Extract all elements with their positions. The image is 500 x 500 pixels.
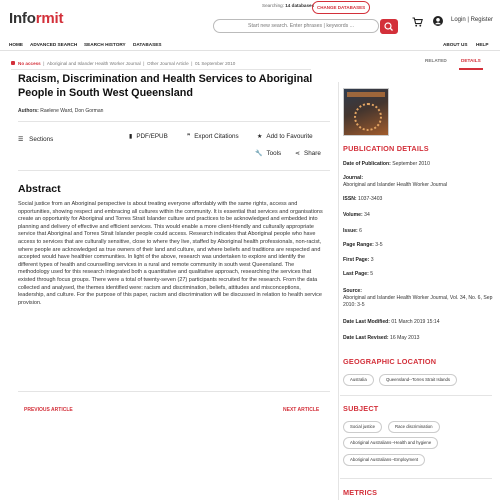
metrics-heading: METRICS: [343, 488, 378, 497]
article-title: Racism, Discrimination and Health Services to Aboriginal People in South West Queensland: [18, 73, 313, 99]
journal-name-link[interactable]: Aboriginal and Islander Health Worker Journal: [343, 182, 448, 188]
subject-chip[interactable]: Aboriginal Australians--Health and hygiene: [343, 437, 438, 449]
tab-related[interactable]: RELATED: [425, 58, 447, 63]
export-citations-button[interactable]: ❞ Export Citations: [187, 133, 239, 140]
date-last-modified: Date Last Modified: 01 March 2019 15:14: [343, 319, 440, 325]
divider: [18, 121, 330, 122]
quote-icon: ❞: [187, 134, 191, 140]
first-page-field: First Page: 3: [343, 257, 374, 263]
article-authors: Authors: Raelene Ward, Don Gorman: [18, 108, 104, 114]
journal-link[interactable]: Aboriginal and Islander Health Worker Journal: [46, 61, 141, 66]
nav-divider: [0, 50, 500, 51]
tools-button[interactable]: 🔧 Tools: [255, 150, 282, 157]
searching-databases-text: Searching: 14 databases: [262, 3, 315, 8]
divider: [18, 391, 330, 392]
last-page-field: Last Page: 5: [343, 271, 374, 277]
geo-chip[interactable]: Australia: [343, 374, 374, 386]
journal-cover-image: [343, 88, 389, 136]
informit-logo[interactable]: Informit: [9, 10, 64, 27]
wrench-icon: 🔧: [255, 151, 263, 157]
nav-databases[interactable]: DATABASES: [133, 42, 162, 47]
login-link[interactable]: Login: [451, 17, 466, 23]
page-range-field: Page Range: 3-5: [343, 242, 383, 248]
share-icon: ⋖: [295, 151, 301, 157]
abstract-text: Social justice from an Aboriginal perspective is about treating everyone affordably with the same rights, access and opportunities, showing respect and embracing all cultures within the community. It is essential that services and organisations create an opportunity for Aboriginal and Torres Strait Islander culture and practices to be acknowledged and embedded into planning and delivery of effective and efficient services. This would enable a more client-friendly and culturally appropriate service that Aboriginal and Torres Strait Islander people could access. Research indicates that Aboriginal people who have access to services that are culturally sensitive, close to where they live, staffed by Aboriginal health professionals, non-racist, where people are acknowledged as true owners of their land and culture, and where beliefs and traditions are respected and accepted would have healthier communities. In light of the above, research was undertaken to explore and identify the different types of health and counselling services in a rural and remote community in south west Queensland. The methodology used for this research integrated both a quantitative and qualitative approach, researching the services that existed through focus groups. There were a total of twenty-seven (27) participants recruited for the research. From the data collected and analysed, the themes identified were: racism and discrimination, beliefs, attitudes and misconceptions, leadership, and culture. For the purpose of this paper, racism and discrimination will be discussed in relation to health service provision.: [18, 201, 323, 306]
article-meta-bar: No access | Aboriginal and Islander Health Worker Journal | Other Journal Article | 01 September 2010: [11, 58, 311, 70]
pdf-epub-button[interactable]: ▮ PDF/EPUB: [129, 133, 168, 140]
geo-chip[interactable]: Queensland--Torres Strait Islands: [379, 374, 457, 386]
article-date: 01 September 2010: [194, 61, 236, 66]
file-icon: ▮: [129, 134, 133, 140]
divider: [340, 395, 492, 396]
article-type: Other Journal Article: [147, 61, 189, 66]
star-icon: ★: [257, 134, 263, 140]
next-article-link[interactable]: NEXT ARTICLE: [283, 407, 320, 413]
nav-advanced-search[interactable]: ADVANCED SEARCH: [30, 42, 78, 47]
change-databases-button[interactable]: CHANGE DATABASES: [312, 1, 370, 14]
subject-heading: SUBJECT: [343, 404, 379, 413]
issue-field: Issue: 6: [343, 228, 362, 234]
user-icon[interactable]: [433, 16, 443, 26]
search-icon: [380, 19, 398, 34]
publication-details-heading: PUBLICATION DETAILS: [343, 144, 429, 153]
site-header: [0, 0, 500, 38]
nav-search-history[interactable]: SEARCH HISTORY: [84, 42, 126, 47]
subject-chip[interactable]: Race discrimination: [388, 421, 440, 433]
geographic-location-heading: GEOGRAPHIC LOCATION: [343, 357, 437, 366]
issn-field: ISSN: 1037-3403: [343, 196, 383, 202]
previous-article-link[interactable]: PREVIOUS ARTICLE: [24, 407, 73, 413]
register-link[interactable]: Register: [470, 17, 493, 23]
lock-icon: [11, 61, 15, 65]
tab-details[interactable]: DETAILS: [461, 58, 481, 63]
cart-icon[interactable]: [412, 17, 423, 27]
date-of-publication: Date of Publication: September 2010: [343, 161, 430, 167]
subject-chip[interactable]: Aboriginal Australians--Employment: [343, 454, 425, 466]
source-field: Source: Aboriginal and Islander Health Worker Journal, Vol. 34, No. 6, Sep 2010: 3-5: [343, 288, 493, 308]
login-register: Login | Register: [451, 17, 493, 23]
share-button[interactable]: ⋖ Share: [295, 150, 321, 157]
subject-chip[interactable]: Social justice: [343, 421, 382, 433]
abstract-heading: Abstract: [18, 183, 61, 195]
nav-home[interactable]: HOME: [9, 42, 24, 47]
nav-help[interactable]: HELP: [476, 42, 489, 47]
nav-about-us[interactable]: ABOUT US: [443, 42, 468, 47]
menu-icon: ☰: [18, 137, 24, 143]
sections-button[interactable]: ☰ Sections: [18, 136, 54, 143]
volume-field: Volume: 34: [343, 212, 370, 218]
access-status: No access: [18, 61, 41, 66]
journal-field: Journal: Aboriginal and Islander Health Worker Journal: [343, 175, 448, 188]
date-last-revised: Date Last Revised: 16 May 2013: [343, 335, 420, 341]
divider: [340, 478, 492, 479]
search-button[interactable]: [380, 19, 398, 34]
add-to-favourite-button[interactable]: ★ Add to Favourite: [257, 133, 313, 140]
divider: [18, 170, 330, 171]
search-input[interactable]: Start new search. Enter phrases | keywords ...: [213, 19, 379, 33]
active-tab-indicator: [459, 68, 483, 70]
